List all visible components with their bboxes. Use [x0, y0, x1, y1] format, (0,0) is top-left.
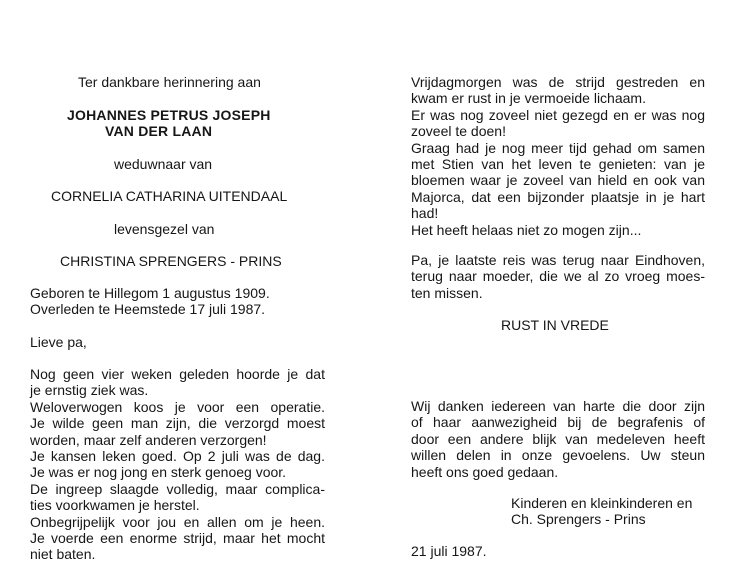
letter-line: Nog geen vier weken geleden hoorde je dat: [30, 366, 325, 382]
spouse-name: CORNELIA CATHARINA UITENDAAL: [51, 188, 288, 204]
letter-line: Weloverwogen koos je voor een operatie.: [30, 398, 325, 415]
journey-line: terug naar moeder, die we al zo vroeg moes-: [411, 268, 705, 285]
journey-line: ten missen.: [411, 284, 483, 301]
rest-in-peace: RUST IN VREDE: [501, 317, 609, 333]
farewell-line: zoveel te doen!: [411, 123, 506, 140]
signature-line1: Kinderen en kleinkinderen en: [511, 495, 693, 511]
date-line: 21 juli 1987.: [411, 543, 487, 559]
farewell-paragraph: [411, 74, 705, 238]
thanks-line: of haar aanwezigheid bij de begrafenis of: [411, 414, 705, 431]
letter-line: Je wilde geen man zijn, die verzorgd moest: [30, 415, 325, 432]
farewell-line: Graag had je nog meer tijd gehad om samen: [411, 139, 705, 156]
journey-line: Pa, je laatste reis was terug naar Eindhoven,: [411, 252, 705, 268]
widower-of-label: weduwnaar van: [114, 156, 213, 172]
death-line: Overleden te Heemstede 17 juli 1987.: [30, 301, 266, 318]
farewell-line: bloemen waar je zoveel van hield en ook van: [411, 172, 705, 189]
letter-line: ties voorkwamen je herstel.: [30, 497, 200, 514]
deceased-name-line1: JOHANNES PETRUS JOSEPH: [67, 107, 271, 123]
signature-line2: Ch. Sprengers - Prins: [511, 511, 646, 528]
partner-of-label: levensgezel van: [114, 221, 215, 237]
deceased-name-line2: VAN DER LAAN: [105, 123, 213, 139]
farewell-line: had!: [411, 205, 439, 222]
letter-line: je ernstig ziek was.: [30, 382, 149, 399]
farewell-line: met Stien van het leven te genieten: van je: [411, 156, 705, 173]
letter-line: De ingreep slaagde volledig, maar complica-: [30, 480, 325, 497]
intro-text: Ter dankbare herinnering aan: [78, 74, 261, 90]
farewell-line: Majorca, dat een bijzonder plaatsje in je hart: [411, 188, 705, 205]
farewell-line: Er was nog zoveel niet gezegd en er was nog: [411, 106, 705, 123]
thanks-line: willen delen in onze gevoelens. Uw steun: [411, 447, 705, 464]
letter-paragraph: [30, 366, 325, 563]
letter-line: Je voerde een enorme strijd, maar het mocht: [30, 530, 325, 547]
thanks-line: heeft ons goed gedaan.: [411, 463, 559, 480]
signature-block: [511, 495, 711, 528]
salutation: Lieve pa,: [30, 334, 87, 350]
farewell-line: Vrijdagmorgen was de strijd gestreden en: [411, 74, 705, 90]
letter-line: niet baten.: [30, 546, 96, 563]
farewell-line: kwam er rust in je vermoeide lichaam.: [411, 90, 646, 107]
last-journey-paragraph: [411, 252, 705, 301]
letter-line: worden, maar zelf anderen verzorgen!: [30, 431, 267, 448]
farewell-line: Het heeft helaas niet zo mogen zijn...: [411, 221, 642, 238]
birth-line: Geboren te Hillegom 1 augustus 1909.: [30, 285, 270, 301]
letter-line: Je kansen leken goed. Op 2 juli was de dag.: [30, 448, 325, 465]
thanks-paragraph: [411, 398, 705, 480]
partner-name: CHRISTINA SPRENGERS - PRINS: [60, 253, 282, 269]
letter-line: Je was er nog jong en sterk genoeg voor.: [30, 464, 287, 481]
thanks-line: Wij danken iedereen van harte die door zijn: [411, 398, 705, 414]
thanks-line: door een andere blijk van medeleven heeft: [411, 430, 705, 447]
letter-line: Onbegrijpelijk voor jou en allen om je heen.: [30, 513, 325, 530]
life-dates: [30, 285, 290, 318]
